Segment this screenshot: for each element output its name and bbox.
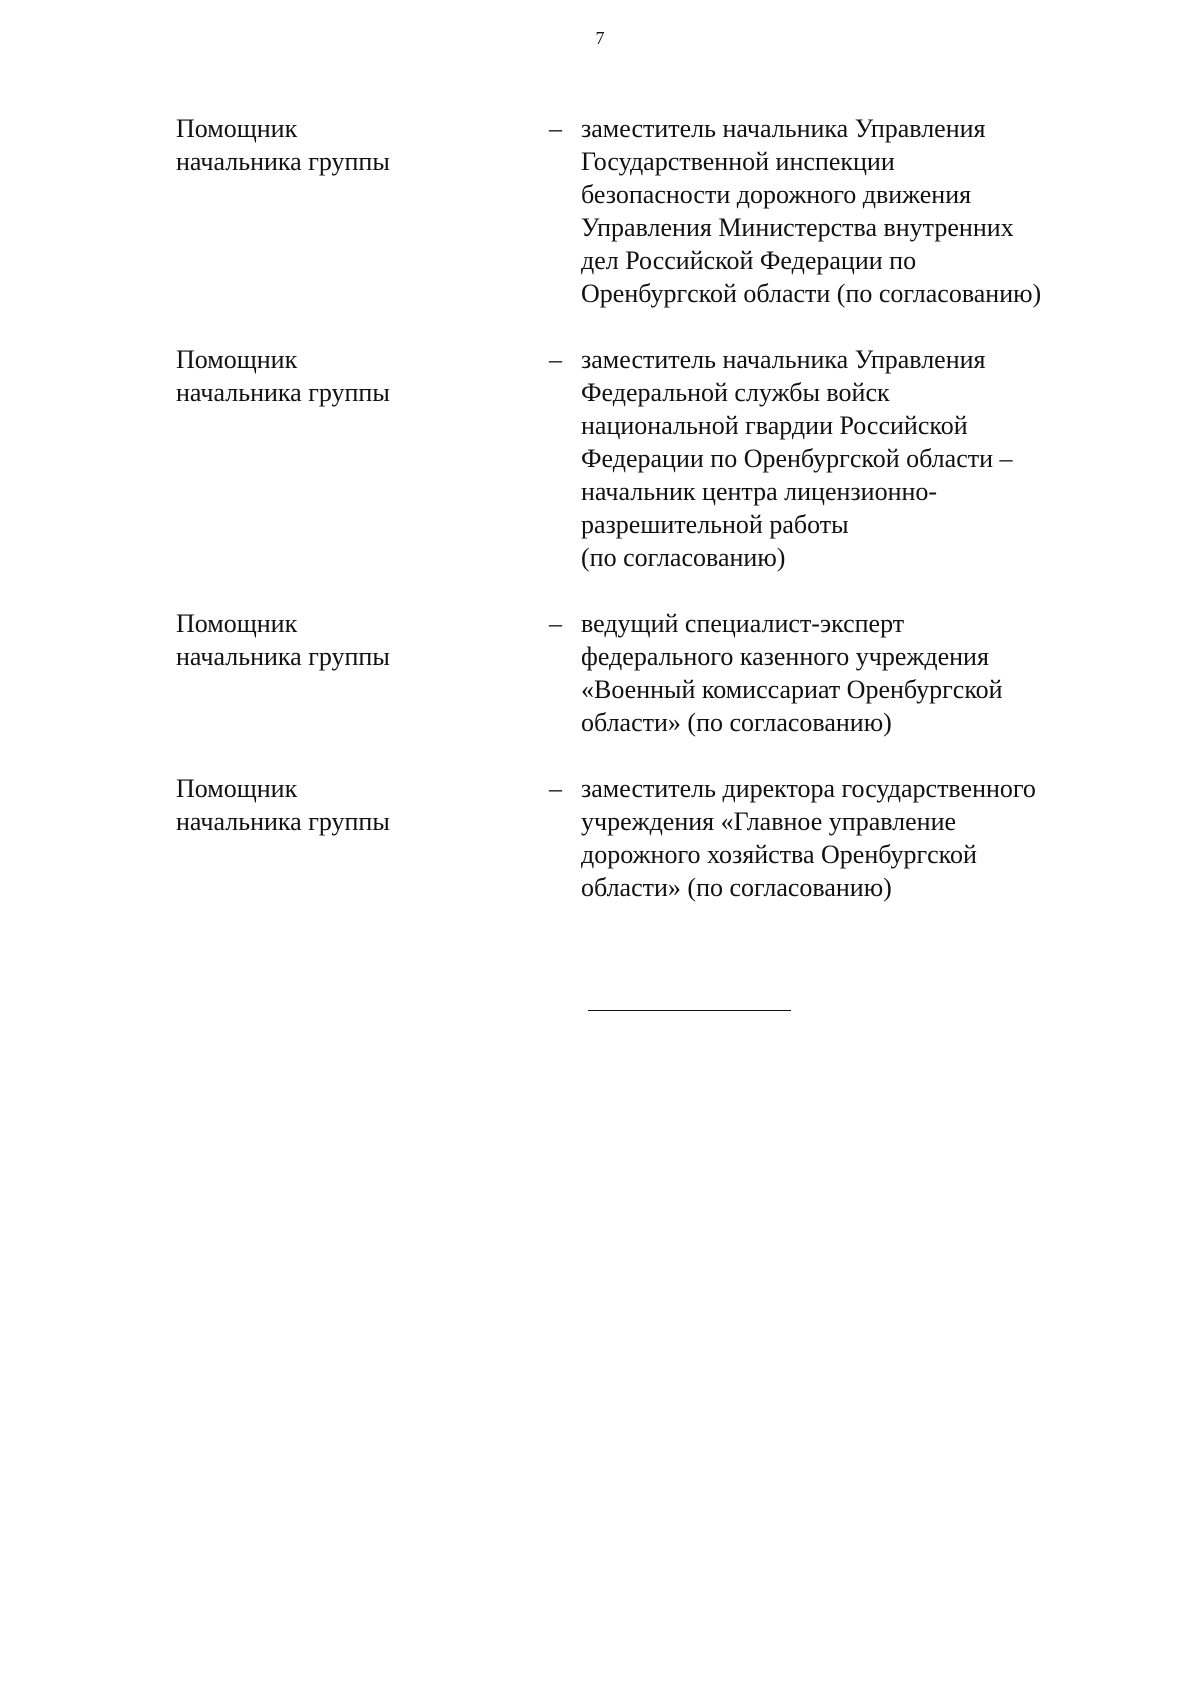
description-line: Оренбургской области (по согласованию) — [581, 279, 1042, 308]
description-line: разрешительной работы — [581, 510, 849, 539]
dash-separator: – — [549, 774, 562, 803]
description-line: учреждения «Главное управление — [581, 807, 957, 836]
description-line: дел Российской Федерации по — [581, 246, 917, 275]
role-line: Помощник — [176, 609, 298, 638]
assistant-list — [0, 112, 1200, 904]
list-item — [0, 772, 1200, 904]
role-title — [176, 112, 506, 178]
description-line: Федеральной службы войск — [581, 378, 890, 407]
position-description — [581, 343, 1101, 574]
role-line: Помощник — [176, 345, 298, 374]
description-line: «Военный комиссариат Оренбургской — [581, 675, 1003, 704]
description-line: начальник центра лицензионно- — [581, 477, 938, 506]
description-line: заместитель начальника Управления — [581, 345, 986, 374]
description-line: национальной гвардии Российской — [581, 411, 968, 440]
dash-separator: – — [549, 345, 562, 374]
description-line: федерального казенного учреждения — [581, 642, 989, 671]
description-line: области» (по согласованию) — [581, 873, 892, 902]
role-line: начальника группы — [176, 378, 390, 407]
description-line: заместитель начальника Управления — [581, 114, 986, 143]
position-description — [581, 607, 1101, 739]
list-item — [0, 112, 1200, 310]
role-line: Помощник — [176, 774, 298, 803]
role-line: начальника группы — [176, 147, 390, 176]
role-title — [176, 343, 506, 409]
page-number: 7 — [595, 28, 605, 48]
role-title — [176, 772, 506, 838]
description-line: ведущий специалист-эксперт — [581, 609, 905, 638]
position-description — [581, 772, 1101, 904]
list-item — [0, 343, 1200, 574]
description-line: заместитель директора государственного — [581, 774, 1036, 803]
role-line: Помощник — [176, 114, 298, 143]
dash-separator: – — [549, 609, 562, 638]
description-line: (по согласованию) — [581, 543, 786, 572]
role-line: начальника группы — [176, 642, 390, 671]
description-line: Федерации по Оренбургской области – — [581, 444, 1013, 473]
role-title — [176, 607, 506, 673]
description-line: Управления Министерства внутренних — [581, 213, 1014, 242]
description-line: области» (по согласованию) — [581, 708, 892, 737]
role-line: начальника группы — [176, 807, 390, 836]
description-line: Государственной инспекции — [581, 147, 895, 176]
dash-separator: – — [549, 114, 562, 143]
end-of-document-rule — [588, 1010, 791, 1011]
list-item — [0, 607, 1200, 739]
description-line: безопасности дорожного движения — [581, 180, 972, 209]
position-description — [581, 112, 1101, 310]
description-line: дорожного хозяйства Оренбургской — [581, 840, 977, 869]
